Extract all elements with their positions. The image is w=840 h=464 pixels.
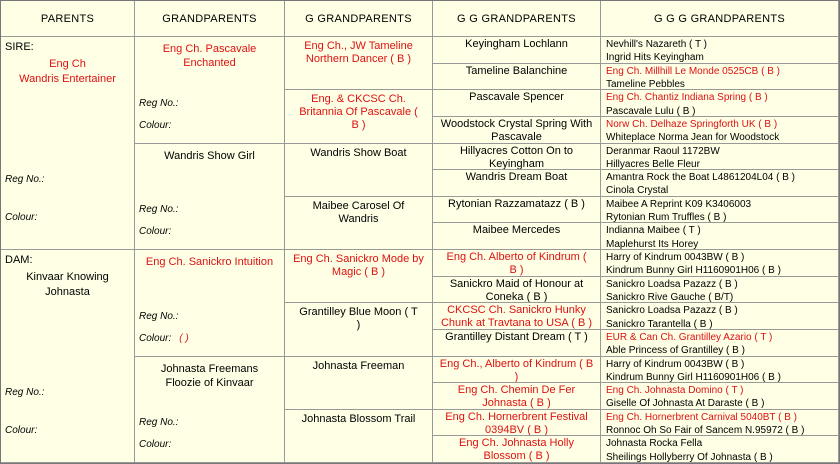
- ggg-grandparent-cell: [601, 223, 839, 236]
- reg-no-label: Reg No.:: [139, 310, 179, 322]
- gg-grandparent-name: Wandris Dream Boat: [465, 171, 568, 184]
- ggg-grandparent-name: Kindrum Bunny Girl H1160901H06 ( B ): [606, 265, 781, 277]
- ggg-grandparent-cell: [601, 64, 839, 77]
- ggg-grandparent-name: Maibee A Reprint K09 K3406003: [606, 198, 752, 210]
- ggg-grandparent-name: Maplehurst Its Horey: [606, 238, 699, 250]
- colour-label: [139, 333, 189, 344]
- g-grandparent-name: Eng Ch., JW Tameline Northern Dancer ( B ): [304, 40, 413, 65]
- gg-grandparent-cell: [433, 223, 601, 250]
- ggg-grandparent-name: Eng Ch. Millhill Le Monde 0525CB ( B ): [606, 65, 780, 77]
- g-grandparent-cell: [285, 303, 433, 356]
- gg-grandparent-name: CKCSC Ch. Sanickro Hunky Chunk at Travtana to USA ( B ): [440, 304, 592, 330]
- ggg-grandparent-name: Tameline Pebbles: [606, 78, 685, 90]
- ggg-grandparent-name: Amantra Rock the Boat L4861204L04 ( B ): [606, 172, 796, 184]
- ggg-grandparent-cell: [601, 37, 839, 50]
- ggg-grandparent-name: Rytonian Rum Truffles ( B ): [606, 212, 727, 224]
- gg-grandparent-name: Sanickro Maid of Honour at Coneka ( B ): [449, 277, 584, 303]
- ggg-grandparent-cell: [601, 104, 839, 117]
- column-header: [285, 1, 433, 37]
- colour-label: Colour:: [5, 425, 38, 436]
- grandparent-cell: [135, 357, 285, 464]
- ggg-grandparent-name: Kindrum Bunny Girl H1160901H06 ( B ): [606, 371, 781, 383]
- grandparent-name: Eng Ch. Pascavale Enchanted: [162, 43, 257, 69]
- ggg-grandparent-name: Sanickro Rive Gauche ( B/T): [606, 291, 734, 303]
- column-header-label: G G G GRANDPARENTS: [653, 12, 786, 25]
- grandparent-name: Johnasta Freemans Floozie of Kinvaar: [160, 362, 259, 389]
- reg-no-label: Reg No.:: [5, 174, 45, 185]
- gg-grandparent-cell: [433, 277, 601, 304]
- ggg-grandparent-cell: [601, 383, 839, 396]
- gg-grandparent-cell: [433, 197, 601, 224]
- reg-no-label: Reg No.:: [5, 387, 45, 398]
- gg-grandparent-cell: [433, 357, 601, 384]
- ggg-grandparent-cell: [601, 330, 839, 343]
- ggg-grandparent-cell: [601, 357, 839, 370]
- colour-label: [139, 439, 179, 450]
- ggg-grandparent-cell: [601, 423, 839, 436]
- sire-name: Eng Ch Wandris Entertainer: [19, 58, 116, 85]
- ggg-grandparent-name: Deranmar Raoul 1172BW: [606, 145, 720, 157]
- ggg-grandparent-name: Cinola Crystal: [606, 185, 669, 197]
- gg-grandparent-name: Eng Ch. Alberto of Kindrum ( B ): [446, 251, 587, 276]
- ggg-grandparent-cell: [601, 50, 839, 63]
- colour-label: [139, 226, 179, 237]
- g-grandparent-cell: [285, 410, 433, 463]
- gg-grandparent-name: Eng Ch. Hornerbrent Festival 0394BV ( B ): [445, 410, 588, 436]
- ggg-grandparent-cell: [601, 396, 839, 409]
- colour-label-text: Colour:: [139, 119, 172, 131]
- ggg-grandparent-name: Sheilings Hollyberry Of Johnasta ( B ): [606, 451, 773, 463]
- g-grandparent-name: Johnasta Freeman: [312, 359, 405, 372]
- column-header-label: G G GRANDPARENTS: [457, 12, 576, 25]
- ggg-grandparent-cell: [601, 450, 839, 463]
- grandparent-cell: [135, 37, 285, 144]
- colour-label: Colour:: [5, 212, 38, 223]
- ggg-grandparent-cell: [601, 77, 839, 90]
- grandparent-cell: [135, 144, 285, 251]
- colour-value: ( ): [179, 332, 189, 344]
- g-grandparent-cell: [285, 197, 433, 250]
- g-grandparent-name: Johnasta Blossom Trail: [301, 412, 416, 425]
- g-grandparent-name: Eng Ch. Sanickro Mode by Magic ( B ): [293, 253, 424, 278]
- ggg-grandparent-name: EUR & Can Ch. Grantilley Azario ( T ): [606, 331, 773, 343]
- gg-grandparent-name: Pascavale Spencer: [469, 91, 564, 104]
- gg-grandparent-name: Eng Ch. Johnasta Holly Blossom ( B ): [459, 437, 574, 463]
- ggg-grandparent-cell: [601, 144, 839, 157]
- gg-grandparent-cell: [433, 117, 601, 144]
- g-grandparent-name: Maibee Carosel Of Wandris: [312, 199, 405, 225]
- g-grandparent-cell: [285, 144, 433, 197]
- column-header: [1, 1, 135, 37]
- gg-grandparent-cell: [433, 410, 601, 437]
- ggg-grandparent-cell: [601, 410, 839, 423]
- ggg-grandparent-name: Eng Ch. Chantiz Indiana Spring ( B ): [606, 92, 768, 104]
- ggg-grandparent-name: Hillyacres Belle Fleur: [606, 158, 700, 170]
- gg-grandparent-cell: [433, 144, 601, 171]
- ggg-grandparent-name: Sanickro Loadsa Pazazz ( B ): [606, 305, 738, 317]
- gg-grandparent-cell: [433, 383, 601, 410]
- ggg-grandparent-cell: [601, 290, 839, 303]
- g-grandparent-name: Grantilley Blue Moon ( T ): [299, 306, 418, 332]
- colour-label: [139, 120, 179, 131]
- ggg-grandparent-name: Norw Ch. Delhaze Springforth UK ( B ): [606, 118, 778, 130]
- g-grandparent-cell: [285, 90, 433, 143]
- reg-no-label: Reg No.:: [139, 204, 179, 215]
- g-grandparent-cell: [285, 357, 433, 410]
- gg-grandparent-cell: [433, 330, 601, 357]
- ggg-grandparent-cell: [601, 317, 839, 330]
- gg-grandparent-cell: [433, 64, 601, 91]
- ggg-grandparent-cell: [601, 170, 839, 183]
- ggg-grandparent-name: Nevhill's Nazareth ( T ): [606, 39, 708, 50]
- gg-grandparent-cell: [433, 90, 601, 117]
- ggg-grandparent-cell: [601, 263, 839, 276]
- ggg-grandparent-cell: [601, 237, 839, 250]
- ggg-grandparent-cell: [601, 250, 839, 263]
- colour-label-text: Colour:: [139, 332, 172, 344]
- ggg-grandparent-name: Sanickro Loadsa Pazazz ( B ): [606, 278, 738, 290]
- gg-grandparent-cell: [433, 436, 601, 463]
- column-header-label: G GRANDPARENTS: [305, 12, 412, 25]
- ggg-grandparent-cell: [601, 370, 839, 383]
- gg-grandparent-name: Tameline Balanchine: [465, 64, 568, 77]
- gg-grandparent-cell: [433, 170, 601, 197]
- ggg-grandparent-cell: [601, 197, 839, 210]
- g-grandparent-cell: [285, 250, 433, 303]
- ggg-grandparent-name: Whiteplace Norma Jean for Woodstock: [606, 132, 780, 144]
- grandparent-name: Eng Ch. Sanickro Intuition: [145, 256, 274, 268]
- ggg-grandparent-name: Harry of Kindrum 0043BW ( B ): [606, 252, 745, 263]
- dam-tag: DAM:: [5, 254, 33, 266]
- grandparent-name: Wandris Show Girl: [164, 149, 255, 162]
- column-header-label: GRANDPARENTS: [162, 12, 257, 25]
- ggg-grandparent-name: Able Princess of Grantilley ( B ): [606, 345, 745, 357]
- gg-grandparent-name: Grantilley Distant Dream ( T ): [445, 330, 588, 343]
- colour-label-text: Colour:: [139, 226, 172, 237]
- ggg-grandparent-cell: [601, 183, 839, 196]
- ggg-grandparent-cell: [601, 210, 839, 223]
- gg-grandparent-name: Eng Ch., Alberto of Kindrum ( B ): [439, 357, 594, 383]
- column-header-label: PARENTS: [40, 12, 95, 25]
- g-grandparent-name: Wandris Show Boat: [310, 146, 407, 159]
- column-header: [601, 1, 839, 37]
- g-grandparent-cell: [285, 37, 433, 90]
- reg-no-label: Reg No.:: [139, 97, 179, 109]
- column-header: [135, 1, 285, 37]
- ggg-grandparent-name: Ingrid Hits Keyingham: [606, 52, 704, 64]
- colour-label-text: Colour:: [139, 439, 172, 450]
- ggg-grandparent-name: Eng Ch. Johnasta Domino ( T ): [606, 385, 744, 397]
- reg-no-label: Reg No.:: [139, 417, 179, 428]
- column-header: [433, 1, 601, 37]
- ggg-grandparent-cell: [601, 90, 839, 103]
- ggg-grandparent-name: Pascavale Lulu ( B ): [606, 105, 696, 117]
- ggg-grandparent-name: Sanickro Tarantella ( B ): [606, 318, 713, 330]
- ggg-grandparent-cell: [601, 157, 839, 170]
- gg-grandparent-cell: [433, 303, 601, 330]
- ggg-grandparent-cell: [601, 436, 839, 449]
- gg-grandparent-name: Eng Ch. Chemin De Fer Johnasta ( B ): [457, 384, 576, 410]
- ggg-grandparent-cell: [601, 303, 839, 316]
- ggg-grandparent-cell: [601, 277, 839, 290]
- gg-grandparent-name: Rytonian Razzamatazz ( B ): [448, 197, 585, 210]
- g-grandparent-name: Eng. & CKCSC Ch. Britannia Of Pascavale ( B ): [299, 93, 418, 132]
- ggg-grandparent-name: Eng Ch. Hornerbrent Carnival 5040BT ( B ): [606, 411, 798, 423]
- gg-grandparent-name: Keyingham Lochlann: [465, 38, 568, 50]
- ggg-grandparent-name: Ronnoc Oh So Fair of Sancem N.95972 ( B ): [606, 425, 805, 437]
- dam-name: Kinvaar Knowing Johnasta: [26, 271, 109, 298]
- gg-grandparent-cell: [433, 250, 601, 277]
- gg-grandparent-name: Hillyacres Cotton On to Keyingham: [459, 144, 574, 170]
- gg-grandparent-name: Woodstock Crystal Spring With Pascavale: [440, 117, 593, 143]
- ggg-grandparent-name: Johnasta Rocka Fella: [606, 438, 703, 450]
- ggg-grandparent-cell: [601, 130, 839, 143]
- ggg-grandparent-cell: [601, 343, 839, 356]
- ggg-grandparent-name: Harry of Kindrum 0043BW ( B ): [606, 358, 745, 370]
- grandparent-cell: [135, 250, 285, 357]
- ggg-grandparent-name: Indianna Maibee ( T ): [606, 225, 701, 237]
- sire-tag: SIRE:: [5, 41, 34, 53]
- gg-grandparent-cell: [433, 37, 601, 64]
- gg-grandparent-name: Maibee Mercedes: [472, 224, 561, 237]
- dam-cell: [1, 250, 135, 463]
- ggg-grandparent-name: Giselle Of Johnasta At Daraste ( B ): [606, 398, 765, 410]
- ggg-grandparent-cell: [601, 117, 839, 130]
- sire-cell: [1, 37, 135, 250]
